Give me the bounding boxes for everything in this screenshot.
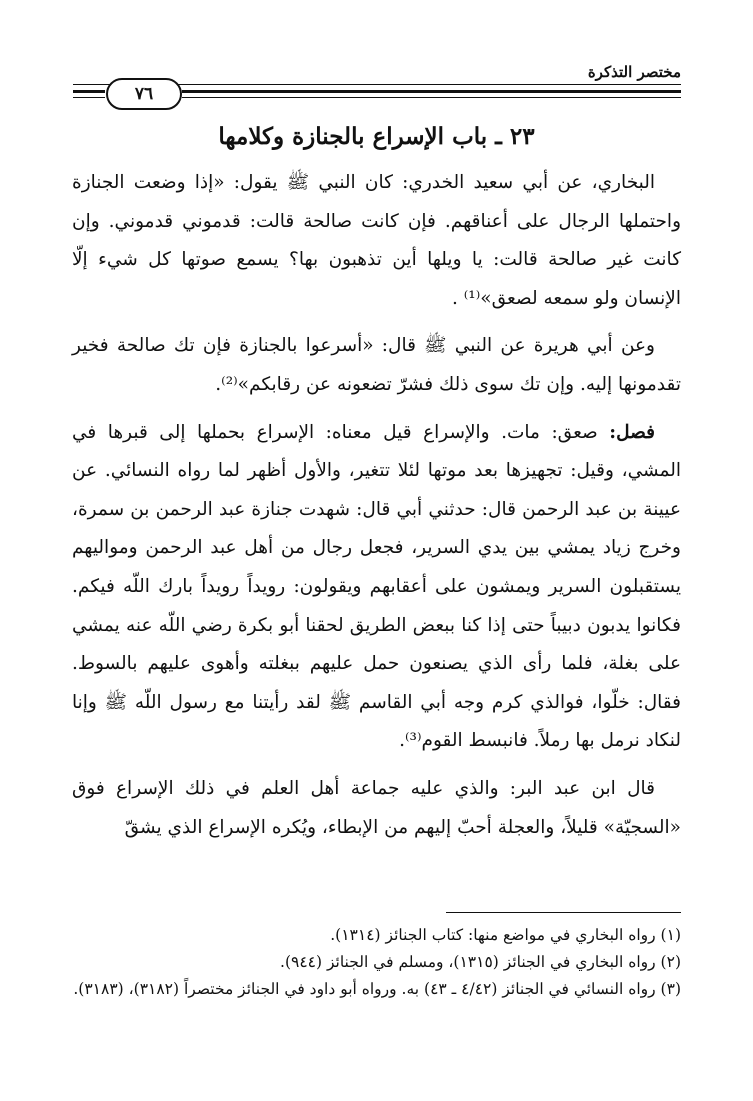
page-number: ٧٦: [106, 78, 182, 110]
paragraph: [72, 414, 681, 761]
paragraph: وعن أبي هريرة عن النبي ﷺ قال: «أسرعوا بالجنازة فإن تك صالحة فخير تقدمونها إليه. وإن تك سوى ذلك فشرّ تضعونه عن رقابكم»⁽²⁾.: [72, 335, 681, 395]
paragraph: البخاري، عن أبي سعيد الخدري: كان النبي ﷺ يقول: «إذا وضعت الجنازة واحتملها الرجال على أعناقهم. فإن كانت صالحة قالت: قدموني قدموني. وإن كانت غير صالحة قالت: يا ويلها أين تذهبون بها؟ يسمع صوتها كل شيء إلّا الإنسان ولو سمعه لصعق»⁽¹⁾ .: [72, 172, 681, 309]
paragraph: قال ابن عبد البر: والذي عليه جماعة أهل العلم في ذلك الإسراع فوق «السجيّة» قليلاً، والعجلة أحبّ إليهم من الإبطاء، ويُكره الإسراع الذي يشقّ: [72, 777, 681, 838]
footnote: (٣) رواه النسائي في الجنائز (٤/٤٢ ـ ٤٣) به. ورواه أبو داود في الجنائز مختصراً (٣١٨٢)، (٣١٨٣).: [73, 980, 681, 998]
running-title: مختصر التذكرة: [587, 63, 681, 81]
header-double-rule: [182, 90, 681, 93]
header-left-rule: [73, 90, 105, 93]
footnote-rule: [446, 912, 681, 913]
footnote: (٢) رواه البخاري في الجنائز (١٣١٥)، ومسلم في الجنائز (٩٤٤).: [280, 953, 681, 971]
body-text: [72, 164, 681, 847]
fasl-label: فصل:: [609, 421, 655, 443]
chapter-title: ٢٣ ـ باب الإسراع بالجنازة وكلامها: [218, 123, 535, 150]
footnote: (١) رواه البخاري في مواضع منها: كتاب الجنائز (١٣١٤).: [330, 926, 681, 944]
footnotes: [72, 922, 681, 1003]
header-left-rule-thin: [73, 97, 105, 98]
header-double-rule-thin: [182, 97, 681, 98]
paragraph-text: صعق: مات. والإسراع قيل معناه: الإسراع بحملها إلى قبرها في المشي، وقيل: تجهيزها بعد موتها لئلا تتغير، والأول أظهر لما رواه النسائي. عن عيينة بن عبد الرحمن قال: حدثني أبي قال: شهدت جنازة عبد الرحمن بن سمرة، وخرج زياد يمشي بين يدي السرير، فجعل رجال من أهل عبد الرحمن ومواليهم يستقبلون السرير ويمشون على أعقابهم ويقولون: رويداً رويداً بارك اللّه فيكم. فكانوا يدبون دبيباً حتى إذا كنا ببعض الطريق لحقنا أبو بكرة رضي اللّه عنه يمشي على بغلة، فلما رأى الذي يصنعون حمل عليهم ببغلته وأهوى عليهم بالسوط. فقال: خلّوا، فوالذي كرم وجه أبي القاسم ﷺ لقد رأيتنا مع رسول اللّه ﷺ وإنا لنكاد نرمل بها رملاً. فانبسط القوم⁽³⁾.: [72, 421, 681, 752]
